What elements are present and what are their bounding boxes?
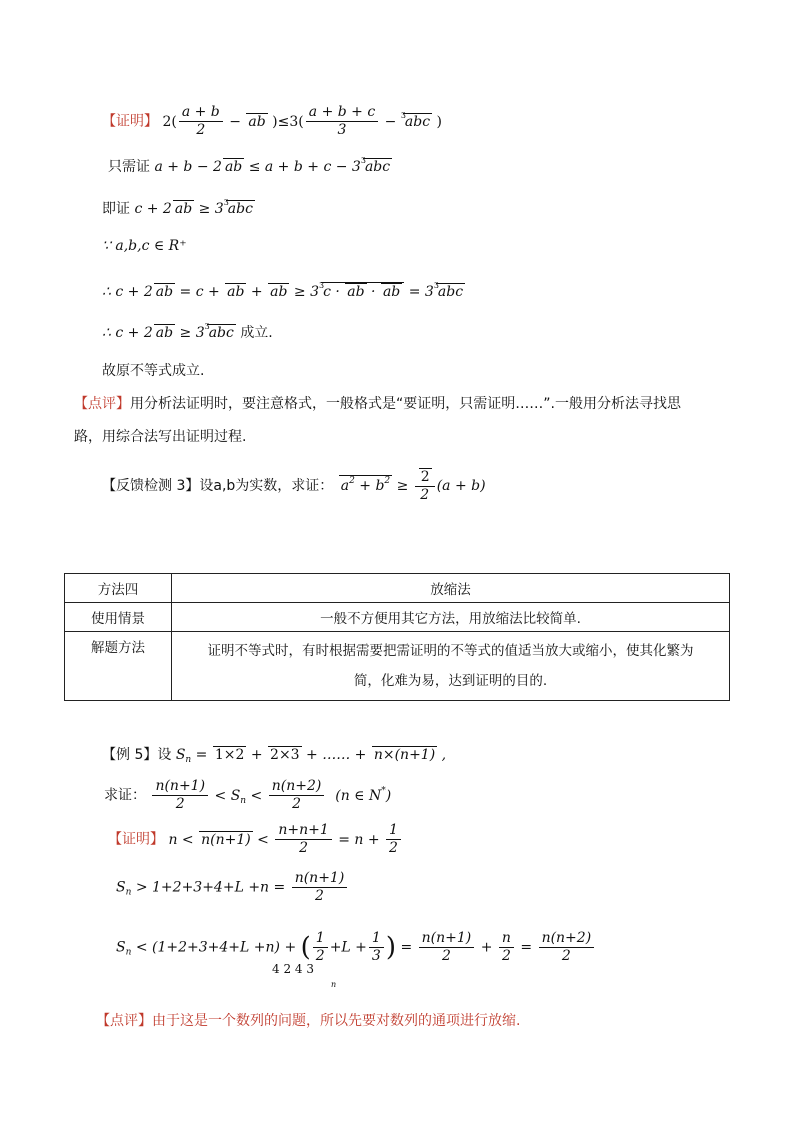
line-suffix: 成立. [240, 325, 273, 341]
comment-1-line-a [74, 393, 681, 413]
example-formula: $S_n = 1\times 2 + 2\times 3$ + …… + n×(n+1) , [175, 747, 447, 765]
table-value-line: 简，化难为易，达到证明的目的. [353, 673, 548, 689]
table-row [65, 632, 730, 701]
comment-text: 用分析法证明时，要注意格式，一般格式是“要证明，只需证明……”.一般用分析法寻找思 [130, 396, 681, 412]
proof-3-glitch-n: n [331, 980, 337, 989]
table-key: 使用情景 [65, 603, 172, 632]
proof-line-3 [102, 198, 255, 218]
example-text: 设 [157, 747, 172, 763]
formula-line-3: c + 2 ab ≥ $3^3abc$ [134, 198, 253, 217]
table-value: 一般不方便用其它方法，用放缩法比较简单. [172, 603, 730, 632]
table-value [172, 632, 730, 701]
proof-label: 【证明】 [102, 113, 158, 130]
formula-line-6: ∴ c + 2 ab ≥ $3^3abc$ [102, 322, 234, 341]
proof-line-2 [108, 156, 392, 176]
table-key: 方法四 [65, 574, 172, 603]
exercise-formula: $a^2 + b^2$ ≥ $\frac{2}{2}$ (a + b) [340, 469, 486, 503]
table-value: 放缩法 [172, 574, 730, 603]
comment-text: 由于这是一个数列的问题，所以先要对数列的通项进行放缩. [152, 1013, 521, 1029]
prove-formula: $\frac{n(n+1)}{2}$ < $S_n$ < $\frac{n(n+2)}{2}$ (n ∈ N*) [150, 788, 391, 804]
table-value-line: 证明不等式时，有时根据需要把需证明的不等式的值适当放大或缩小，使其化繁为 [207, 643, 694, 659]
example-prove [104, 778, 391, 813]
exercise-3 [102, 468, 486, 504]
proof-3-glitch: 4 2 4 3 [272, 962, 314, 976]
prove-label: 求证： [104, 787, 146, 804]
example-proof-1 [108, 822, 403, 857]
formula-line-1: 2( $\frac{a + b}{2}$ − ab )≤3( $\frac{a + b + c}{3}$ − $^3$abc ) [162, 104, 442, 138]
comment-1-line-b: 路，用综合法写出证明过程. [74, 429, 247, 445]
proof-formula-1: n < n(n+1) < $\frac{n+n+1}{2}$ = n + $\frac{1}{2}$ [168, 832, 403, 848]
proof-line-1 [102, 104, 442, 139]
comment-label: 【点评】 [96, 1013, 152, 1029]
exercise-text: 设a,b为实数，求证： [199, 478, 334, 494]
table-row [65, 574, 730, 603]
proof-conclusion: 故原不等式成立. [102, 363, 205, 379]
comment-label: 【点评】 [74, 396, 130, 412]
proof-line-5: ∴ c + 2 ab = c + ab + ab ≥ $3^3c$ · ab · ab = $3^3abc$ [102, 281, 464, 300]
comment-2 [96, 1010, 520, 1030]
line-prefix: 即证 [102, 201, 130, 217]
proof-label: 【证明】 [108, 831, 164, 848]
method-table [64, 573, 730, 701]
line-prefix: 只需证 [108, 159, 150, 175]
table-key: 解题方法 [65, 632, 172, 701]
proof-line-6 [102, 322, 273, 342]
exercise-label: 【反馈检测 3】 [102, 478, 200, 494]
example-label: 【例 5】 [102, 747, 158, 763]
example-proof-3: $S_n < (1+2+3+4+L +n)$ + ( $\frac{1}{2}$ +L + $\frac{1}{3}$ ) = $\frac{n(n+1)}{2}$ + $\frac{n}{2}$ = $\frac{n(n+2)}{2}$ [116, 930, 596, 965]
example-proof-2: $S_n > 1+2+3+4+L +n$ = $\frac{n(n+1)}{2}$ [116, 870, 349, 905]
formula-line-2: a + b − 2 ab ≤ $a + b + c - 3^3abc$ [154, 156, 391, 175]
table-row [65, 603, 730, 632]
example-5 [102, 744, 446, 765]
proof-line-4: ∵ a,b,c ∈ R⁺ [102, 238, 187, 254]
